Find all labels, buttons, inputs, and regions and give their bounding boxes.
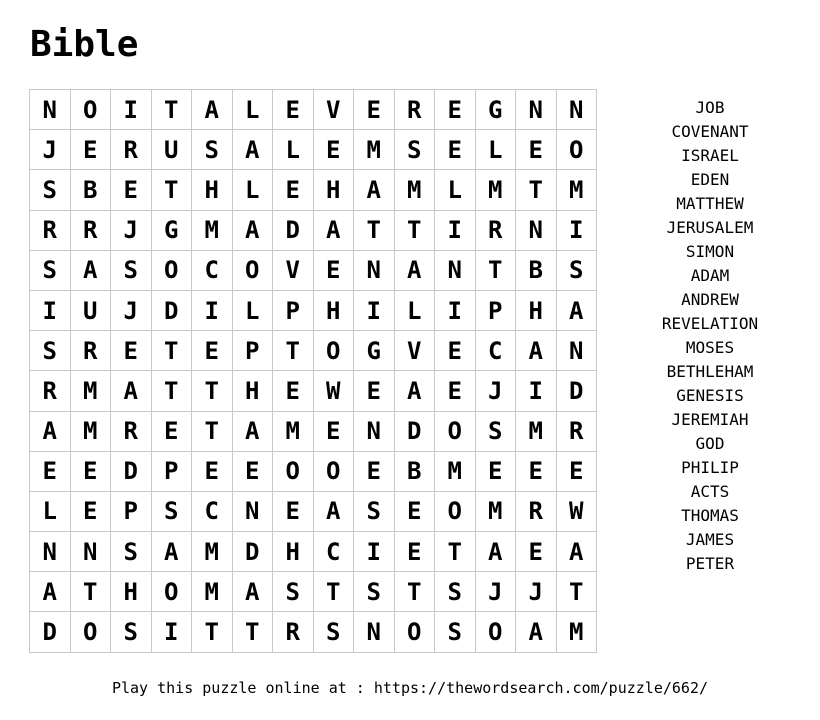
- grid-cell[interactable]: O: [475, 612, 516, 652]
- footer: [0, 678, 820, 698]
- grid-cell[interactable]: T: [192, 612, 233, 652]
- grid-cell[interactable]: A: [30, 572, 71, 612]
- grid-cell[interactable]: C: [192, 250, 233, 290]
- grid-cell[interactable]: E: [192, 451, 233, 491]
- grid-cell[interactable]: R: [394, 90, 435, 130]
- grid-cell[interactable]: P: [151, 451, 192, 491]
- grid-cell[interactable]: S: [394, 130, 435, 170]
- word-list-item: ISRAEL: [681, 146, 739, 165]
- grid-row: [30, 411, 597, 451]
- grid-cell[interactable]: A: [232, 130, 273, 170]
- grid-cell[interactable]: A: [111, 371, 152, 411]
- word-list-item: ADAM: [690, 266, 730, 285]
- grid-cell[interactable]: R: [111, 411, 152, 451]
- grid-cell[interactable]: T: [354, 210, 395, 250]
- grid-cell[interactable]: U: [151, 130, 192, 170]
- grid-cell[interactable]: O: [151, 250, 192, 290]
- grid-cell[interactable]: N: [30, 90, 71, 130]
- grid-cell[interactable]: E: [516, 130, 557, 170]
- grid-cell[interactable]: T: [273, 331, 314, 371]
- grid-cell[interactable]: P: [232, 331, 273, 371]
- grid-cell[interactable]: S: [273, 572, 314, 612]
- grid-cell[interactable]: T: [151, 90, 192, 130]
- grid-row: [30, 130, 597, 170]
- grid-row: [30, 250, 597, 290]
- grid-cell[interactable]: E: [232, 451, 273, 491]
- grid-cell[interactable]: E: [435, 90, 476, 130]
- grid-cell[interactable]: L: [273, 130, 314, 170]
- grid-cell[interactable]: P: [111, 491, 152, 531]
- grid-cell[interactable]: T: [435, 532, 476, 572]
- grid-cell[interactable]: M: [556, 170, 597, 210]
- grid-cell[interactable]: A: [151, 532, 192, 572]
- grid-cell[interactable]: E: [475, 451, 516, 491]
- grid-cell[interactable]: A: [354, 170, 395, 210]
- grid-cell[interactable]: R: [273, 612, 314, 652]
- grid-cell[interactable]: T: [151, 170, 192, 210]
- grid-cell[interactable]: M: [435, 451, 476, 491]
- grid-cell[interactable]: S: [192, 130, 233, 170]
- grid-row: [30, 371, 597, 411]
- grid-cell[interactable]: T: [556, 572, 597, 612]
- grid-cell[interactable]: H: [273, 532, 314, 572]
- grid-row: [30, 532, 597, 572]
- grid-cell[interactable]: E: [30, 451, 71, 491]
- grid-cell[interactable]: T: [192, 371, 233, 411]
- grid-cell[interactable]: D: [273, 210, 314, 250]
- grid-cell[interactable]: J: [111, 290, 152, 330]
- grid-cell[interactable]: N: [30, 532, 71, 572]
- grid-cell[interactable]: E: [70, 491, 111, 531]
- grid-cell[interactable]: A: [516, 331, 557, 371]
- grid-cell[interactable]: T: [151, 371, 192, 411]
- grid-cell[interactable]: S: [354, 491, 395, 531]
- grid-cell[interactable]: R: [30, 210, 71, 250]
- grid-row: [30, 170, 597, 210]
- grid-cell[interactable]: L: [232, 290, 273, 330]
- grid-cell[interactable]: A: [192, 90, 233, 130]
- grid-cell[interactable]: W: [313, 371, 354, 411]
- grid-cell[interactable]: E: [435, 331, 476, 371]
- grid-cell[interactable]: E: [273, 371, 314, 411]
- grid-cell[interactable]: H: [516, 290, 557, 330]
- grid-cell[interactable]: T: [394, 572, 435, 612]
- grid-cell[interactable]: E: [273, 90, 314, 130]
- word-list-item: ANDREW: [681, 290, 739, 309]
- grid-cell[interactable]: A: [475, 532, 516, 572]
- grid-cell[interactable]: I: [354, 532, 395, 572]
- grid-cell[interactable]: M: [273, 411, 314, 451]
- grid-cell[interactable]: S: [111, 250, 152, 290]
- grid-cell[interactable]: T: [516, 170, 557, 210]
- grid-cell[interactable]: D: [556, 371, 597, 411]
- grid-cell[interactable]: E: [70, 130, 111, 170]
- grid-cell[interactable]: O: [435, 411, 476, 451]
- grid-cell[interactable]: E: [273, 491, 314, 531]
- grid-cell[interactable]: A: [232, 210, 273, 250]
- grid-cell[interactable]: I: [354, 290, 395, 330]
- word-list-item: THOMAS: [681, 506, 739, 525]
- grid-cell[interactable]: I: [30, 290, 71, 330]
- grid-cell[interactable]: E: [313, 411, 354, 451]
- grid-cell[interactable]: B: [70, 170, 111, 210]
- footer-prefix: Play this puzzle online at :: [111, 679, 374, 697]
- grid-cell[interactable]: H: [111, 572, 152, 612]
- grid-cell[interactable]: L: [435, 170, 476, 210]
- grid-cell[interactable]: T: [151, 331, 192, 371]
- grid-cell[interactable]: A: [70, 250, 111, 290]
- word-list-item: JOB: [695, 98, 725, 117]
- grid-cell[interactable]: S: [151, 491, 192, 531]
- grid-cell[interactable]: S: [313, 612, 354, 652]
- grid-cell[interactable]: H: [313, 290, 354, 330]
- grid-cell[interactable]: T: [70, 572, 111, 612]
- grid-cell[interactable]: N: [354, 250, 395, 290]
- grid-cell[interactable]: S: [30, 170, 71, 210]
- grid-cell[interactable]: A: [556, 532, 597, 572]
- grid-cell[interactable]: M: [192, 572, 233, 612]
- grid-cell[interactable]: E: [354, 371, 395, 411]
- grid-cell[interactable]: H: [192, 170, 233, 210]
- grid-cell[interactable]: E: [354, 90, 395, 130]
- grid-cell[interactable]: D: [30, 612, 71, 652]
- grid-cell[interactable]: D: [151, 290, 192, 330]
- grid-row: [30, 331, 597, 371]
- grid-cell[interactable]: I: [151, 612, 192, 652]
- word-list-item: GOD: [695, 434, 725, 453]
- grid-cell[interactable]: M: [475, 491, 516, 531]
- grid-cell[interactable]: S: [354, 572, 395, 612]
- letter-grid[interactable]: [29, 89, 597, 653]
- grid-cell[interactable]: N: [556, 331, 597, 371]
- grid-cell[interactable]: N: [556, 90, 597, 130]
- grid-cell[interactable]: R: [30, 371, 71, 411]
- grid-cell[interactable]: M: [192, 532, 233, 572]
- grid-cell[interactable]: A: [232, 411, 273, 451]
- grid-cell[interactable]: R: [516, 491, 557, 531]
- grid-cell[interactable]: H: [232, 371, 273, 411]
- grid-cell[interactable]: T: [394, 210, 435, 250]
- grid-cell[interactable]: D: [111, 451, 152, 491]
- grid-cell[interactable]: I: [192, 290, 233, 330]
- grid-cell[interactable]: M: [556, 612, 597, 652]
- grid-cell[interactable]: S: [111, 532, 152, 572]
- word-list-item: GENESIS: [676, 386, 744, 405]
- grid-cell[interactable]: R: [111, 130, 152, 170]
- puzzle-title: Bible: [30, 24, 139, 65]
- grid-row: [30, 90, 597, 130]
- grid-cell[interactable]: M: [354, 130, 395, 170]
- grid-cell[interactable]: E: [516, 451, 557, 491]
- grid-cell[interactable]: V: [273, 250, 314, 290]
- grid-cell[interactable]: E: [354, 451, 395, 491]
- grid-cell[interactable]: S: [475, 411, 516, 451]
- grid-cell[interactable]: E: [435, 130, 476, 170]
- grid-cell[interactable]: E: [435, 371, 476, 411]
- grid-cell[interactable]: O: [313, 451, 354, 491]
- grid-cell[interactable]: S: [30, 331, 71, 371]
- grid-cell[interactable]: I: [435, 210, 476, 250]
- grid-cell[interactable]: E: [192, 331, 233, 371]
- grid-cell[interactable]: N: [354, 411, 395, 451]
- grid-cell[interactable]: E: [313, 250, 354, 290]
- grid-cell[interactable]: L: [394, 290, 435, 330]
- grid-cell[interactable]: N: [70, 532, 111, 572]
- grid-row: [30, 572, 597, 612]
- grid-cell[interactable]: I: [111, 90, 152, 130]
- grid-cell[interactable]: E: [111, 331, 152, 371]
- grid-cell[interactable]: J: [475, 572, 516, 612]
- grid-cell[interactable]: N: [435, 250, 476, 290]
- grid-cell[interactable]: B: [516, 250, 557, 290]
- grid-cell[interactable]: A: [394, 371, 435, 411]
- grid-cell[interactable]: G: [151, 210, 192, 250]
- grid-row: [30, 491, 597, 531]
- grid-cell[interactable]: O: [151, 572, 192, 612]
- grid-cell[interactable]: L: [30, 491, 71, 531]
- puzzle-link[interactable]: https://thewordsearch.com/puzzle/662/: [373, 679, 709, 697]
- grid-cell[interactable]: M: [516, 411, 557, 451]
- grid-cell[interactable]: E: [70, 451, 111, 491]
- grid-cell[interactable]: P: [475, 290, 516, 330]
- grid-cell[interactable]: C: [313, 532, 354, 572]
- grid-cell[interactable]: A: [556, 290, 597, 330]
- word-list-item: JERUSALEM: [666, 218, 754, 237]
- grid-cell[interactable]: E: [394, 532, 435, 572]
- grid-cell[interactable]: N: [232, 491, 273, 531]
- word-list-item: PETER: [685, 554, 735, 573]
- grid-cell[interactable]: G: [354, 331, 395, 371]
- grid-cell[interactable]: O: [70, 90, 111, 130]
- grid-cell[interactable]: E: [516, 532, 557, 572]
- grid-cell[interactable]: J: [30, 130, 71, 170]
- grid-cell[interactable]: L: [475, 130, 516, 170]
- grid-cell[interactable]: E: [313, 130, 354, 170]
- grid-cell[interactable]: A: [394, 250, 435, 290]
- grid-cell[interactable]: B: [394, 451, 435, 491]
- word-list: [640, 96, 780, 576]
- grid-cell[interactable]: T: [313, 572, 354, 612]
- grid-cell[interactable]: M: [192, 210, 233, 250]
- grid-cell[interactable]: O: [556, 130, 597, 170]
- grid-row: [30, 210, 597, 250]
- grid-cell[interactable]: M: [70, 371, 111, 411]
- grid-row: [30, 290, 597, 330]
- grid-cell[interactable]: T: [192, 411, 233, 451]
- grid-cell[interactable]: C: [475, 331, 516, 371]
- grid-cell[interactable]: J: [111, 210, 152, 250]
- grid-cell[interactable]: D: [232, 532, 273, 572]
- grid-cell[interactable]: R: [556, 411, 597, 451]
- grid-cell[interactable]: S: [435, 572, 476, 612]
- grid-cell[interactable]: I: [516, 371, 557, 411]
- grid-cell[interactable]: D: [394, 411, 435, 451]
- grid-cell[interactable]: H: [313, 170, 354, 210]
- grid-cell[interactable]: A: [30, 411, 71, 451]
- grid-cell[interactable]: T: [232, 612, 273, 652]
- grid-row: [30, 612, 597, 652]
- grid-cell[interactable]: V: [394, 331, 435, 371]
- grid-cell[interactable]: R: [70, 331, 111, 371]
- grid-cell[interactable]: O: [435, 491, 476, 531]
- grid-cell[interactable]: J: [475, 371, 516, 411]
- grid-cell[interactable]: M: [70, 411, 111, 451]
- grid-cell[interactable]: E: [151, 411, 192, 451]
- grid-cell[interactable]: O: [70, 612, 111, 652]
- grid-cell[interactable]: A: [516, 612, 557, 652]
- word-list-item: JEREMIAH: [671, 410, 749, 429]
- grid-cell[interactable]: S: [111, 612, 152, 652]
- word-list-item: JAMES: [685, 530, 735, 549]
- grid-cell[interactable]: R: [70, 210, 111, 250]
- grid-cell[interactable]: O: [273, 451, 314, 491]
- grid-cell[interactable]: I: [556, 210, 597, 250]
- grid-cell[interactable]: W: [556, 491, 597, 531]
- grid-cell[interactable]: N: [516, 210, 557, 250]
- grid-cell[interactable]: M: [394, 170, 435, 210]
- grid-cell[interactable]: A: [232, 572, 273, 612]
- grid-cell[interactable]: E: [273, 170, 314, 210]
- grid-cell[interactable]: J: [516, 572, 557, 612]
- grid-cell[interactable]: E: [556, 451, 597, 491]
- grid-cell[interactable]: U: [70, 290, 111, 330]
- word-list-item: BETHLEHAM: [666, 362, 754, 381]
- grid-cell[interactable]: I: [435, 290, 476, 330]
- grid-cell[interactable]: A: [313, 491, 354, 531]
- grid-cell[interactable]: E: [111, 170, 152, 210]
- grid-cell[interactable]: T: [475, 250, 516, 290]
- grid-cell[interactable]: S: [435, 612, 476, 652]
- word-list-item: MATTHEW: [676, 194, 744, 213]
- grid-cell[interactable]: O: [313, 331, 354, 371]
- grid-cell[interactable]: C: [192, 491, 233, 531]
- grid-cell[interactable]: O: [232, 250, 273, 290]
- word-list-item: SIMON: [685, 242, 735, 261]
- grid-cell[interactable]: S: [30, 250, 71, 290]
- grid-cell[interactable]: S: [556, 250, 597, 290]
- grid-cell[interactable]: N: [516, 90, 557, 130]
- grid-cell[interactable]: L: [232, 90, 273, 130]
- grid-row: [30, 451, 597, 491]
- word-list-item: PHILIP: [681, 458, 739, 477]
- grid-cell[interactable]: V: [313, 90, 354, 130]
- grid-cell[interactable]: A: [313, 210, 354, 250]
- grid-cell[interactable]: E: [394, 491, 435, 531]
- word-list-item: REVELATION: [661, 314, 759, 333]
- word-list-item: ACTS: [690, 482, 730, 501]
- word-list-item: MOSES: [685, 338, 735, 357]
- word-list-item: EDEN: [690, 170, 730, 189]
- grid-cell[interactable]: O: [394, 612, 435, 652]
- grid-cell[interactable]: N: [354, 612, 395, 652]
- grid-cell[interactable]: L: [232, 170, 273, 210]
- grid-cell[interactable]: G: [475, 90, 516, 130]
- word-list-item: COVENANT: [671, 122, 749, 141]
- grid-cell[interactable]: R: [475, 210, 516, 250]
- grid-cell[interactable]: P: [273, 290, 314, 330]
- grid-cell[interactable]: M: [475, 170, 516, 210]
